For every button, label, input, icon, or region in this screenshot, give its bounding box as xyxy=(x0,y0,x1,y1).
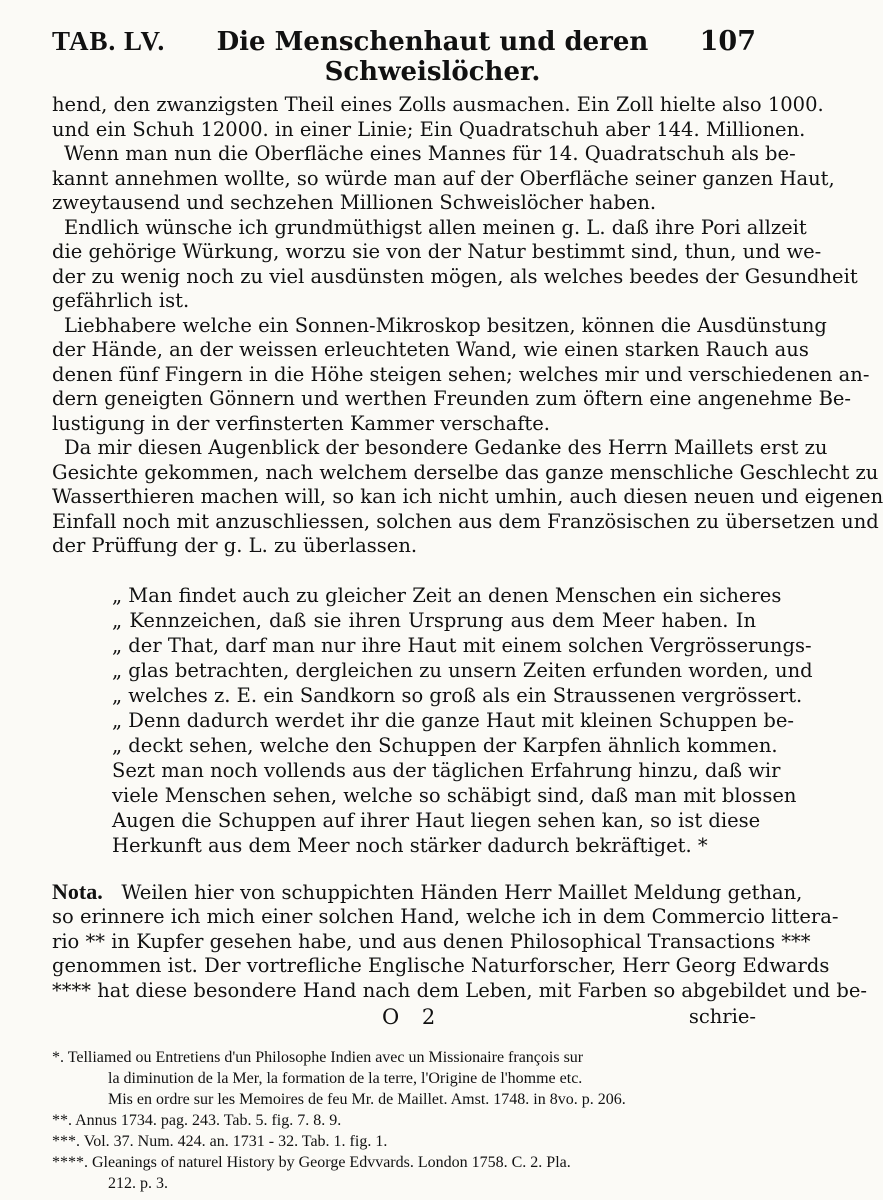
text-line: Gesichte gekommen, nach welchem derselbe das ganze menschliche Geschlecht zu xyxy=(52,460,879,484)
quote-line: „ der That, darf man nur ihre Haut mit einem solchen Vergrösserungs- xyxy=(112,633,812,657)
text-line: zweytausend und sechzehen Millionen Schweislöcher haben. xyxy=(52,191,657,214)
text-line: die gehörige Würkung, worzu sie von der Natur bestimmt sind, thun, und we- xyxy=(52,240,822,263)
maillet-quotation xyxy=(112,583,813,858)
text-line: der Hände, an der weissen erleuchteten Wand, wie einen starken Rauch aus xyxy=(52,338,809,361)
footnote: **. Annus 1734. pag. 243. Tab. 5. fig. 7. 8. 9. xyxy=(52,1112,342,1129)
main-text xyxy=(52,93,883,559)
quote-line: „ Man findet auch zu gleicher Zeit an denen Menschen ein sicheres xyxy=(112,583,782,607)
catchword: schrie- xyxy=(688,1005,756,1028)
running-header xyxy=(52,26,756,87)
footnote: *. Telliamed ou Entretiens d'un Philosophe Indien avec un Missionaire françois sur xyxy=(52,1049,584,1066)
nota-line: rio ** in Kupfer gesehen habe, und aus denen Philosophical Transactions *** xyxy=(52,929,811,953)
quote-line: „ Kennzeichen, daß sie ihren Ursprung aus dem Meer haben. In xyxy=(112,608,756,632)
text-line: Wasserthieren machen will, so kan ich nicht umhin, auch diesen neuen und eigenen xyxy=(52,485,883,508)
footnotes xyxy=(52,1047,756,1194)
footnote-continuation: la diminution de la Mer, la formation de la terre, l'Origine de l'homme etc. xyxy=(108,1070,583,1087)
footnote: ****. Gleanings of naturel History by George Edvvards. London 1758. C. 2. Pla. xyxy=(52,1154,571,1171)
text-line: kannt annehmen wollte, so würde man auf der Oberfläche seiner ganzen Haut, xyxy=(52,166,835,190)
quote-line: viele Menschen sehen, welche so schäbigt sind, daß man mit blossen xyxy=(112,783,797,807)
quote-line: „ Denn dadurch werdet ihr die ganze Haut mit kleinen Schuppen be- xyxy=(112,708,794,732)
text-line: Endlich wünsche ich grundmüthigst allen meinen g. L. daß ihre Pori allzeit xyxy=(64,215,807,239)
footnote-continuation: Mis en ordre sur les Memoires de feu Mr. de Maillet. Amst. 1748. in 8vo. p. 206. xyxy=(108,1091,626,1108)
nota-line: **** hat diese besondere Hand nach dem Leben, mit Farben so abgebildet und be- xyxy=(52,978,867,1002)
page-title: Die Menschenhaut und deren Schweislöcher. xyxy=(216,27,649,87)
footnote-continuation: 212. p. 3. xyxy=(108,1175,168,1192)
nota-label: Nota. xyxy=(52,878,103,904)
signature-row xyxy=(52,1005,756,1029)
quote-line: „ deckt sehen, welche den Schuppen der Karpfen ähnlich kommen. xyxy=(112,733,778,757)
plate-label: TAB. LV. xyxy=(52,26,166,56)
quote-line: Sezt man noch vollends aus der täglichen Erfahrung hinzu, daß wir xyxy=(112,758,781,782)
nota-line: genommen ist. Der vortrefliche Englische Naturforscher, Herr Georg Edwards xyxy=(52,954,830,977)
quote-line: „ welches z. E. ein Sandkorn so groß als ein Straussenen vergrössert. xyxy=(112,683,803,707)
text-line: denen fünf Fingern in die Höhe steigen sehen; welches mir und verschiedenen an- xyxy=(52,362,870,386)
text-line: Da mir diesen Augenblick der besondere Gedanke des Herrn Maillets erst zu xyxy=(64,436,828,459)
text-line: und ein Schuh 12000. in einer Linie; Ein Quadratschuh aber 144. Millionen. xyxy=(52,117,806,141)
text-line: Wenn man nun die Oberfläche eines Mannes für 14. Quadratschuh als be- xyxy=(64,142,796,165)
text-line: gefährlich ist. xyxy=(52,289,190,312)
footnote: ***. Vol. 37. Num. 424. an. 1731 - 32. Tab. 1. fig. 1. xyxy=(52,1133,388,1150)
text-line: Einfall noch mit anzuschliessen, solchen aus dem Französischen zu übersetzen und xyxy=(52,509,879,533)
signature-mark: O 2 xyxy=(382,1005,444,1029)
text-line: lustigung in der verfinsterten Kammer verschafte. xyxy=(52,411,550,435)
page-number: 107 xyxy=(699,26,756,57)
quote-line: Herkunft aus dem Meer noch stärker dadurch bekräftiget. * xyxy=(112,833,708,857)
nota-line: so erinnere ich mich einer solchen Hand, welche ich in dem Commercio littera- xyxy=(52,905,839,928)
text-line: hend, den zwanzigsten Theil eines Zolls ausmachen. Ein Zoll hielte also 1000. xyxy=(52,93,824,116)
text-line: der Prüffung der g. L. zu überlassen. xyxy=(52,534,418,557)
text-line: der zu wenig noch zu viel ausdünsten mögen, als welches beedes der Gesundheit xyxy=(52,264,858,288)
quote-line: „ glas betrachten, dergleichen zu unsern Zeiten erfunden worden, und xyxy=(112,658,813,682)
text-line: dern geneigten Gönnern und werthen Freunden zum öftern eine angenehme Be- xyxy=(52,387,852,410)
nota-first-line: Weilen hier von schuppichten Händen Herr Maillet Meldung gethan, xyxy=(121,880,803,904)
nota-section xyxy=(52,878,867,1030)
quote-line: Augen die Schuppen auf ihrer Haut liegen sehen kan, so ist diese xyxy=(112,808,761,832)
text-line: Liebhabere welche ein Sonnen-Mikroskop besitzen, können die Ausdünstung xyxy=(64,313,827,337)
